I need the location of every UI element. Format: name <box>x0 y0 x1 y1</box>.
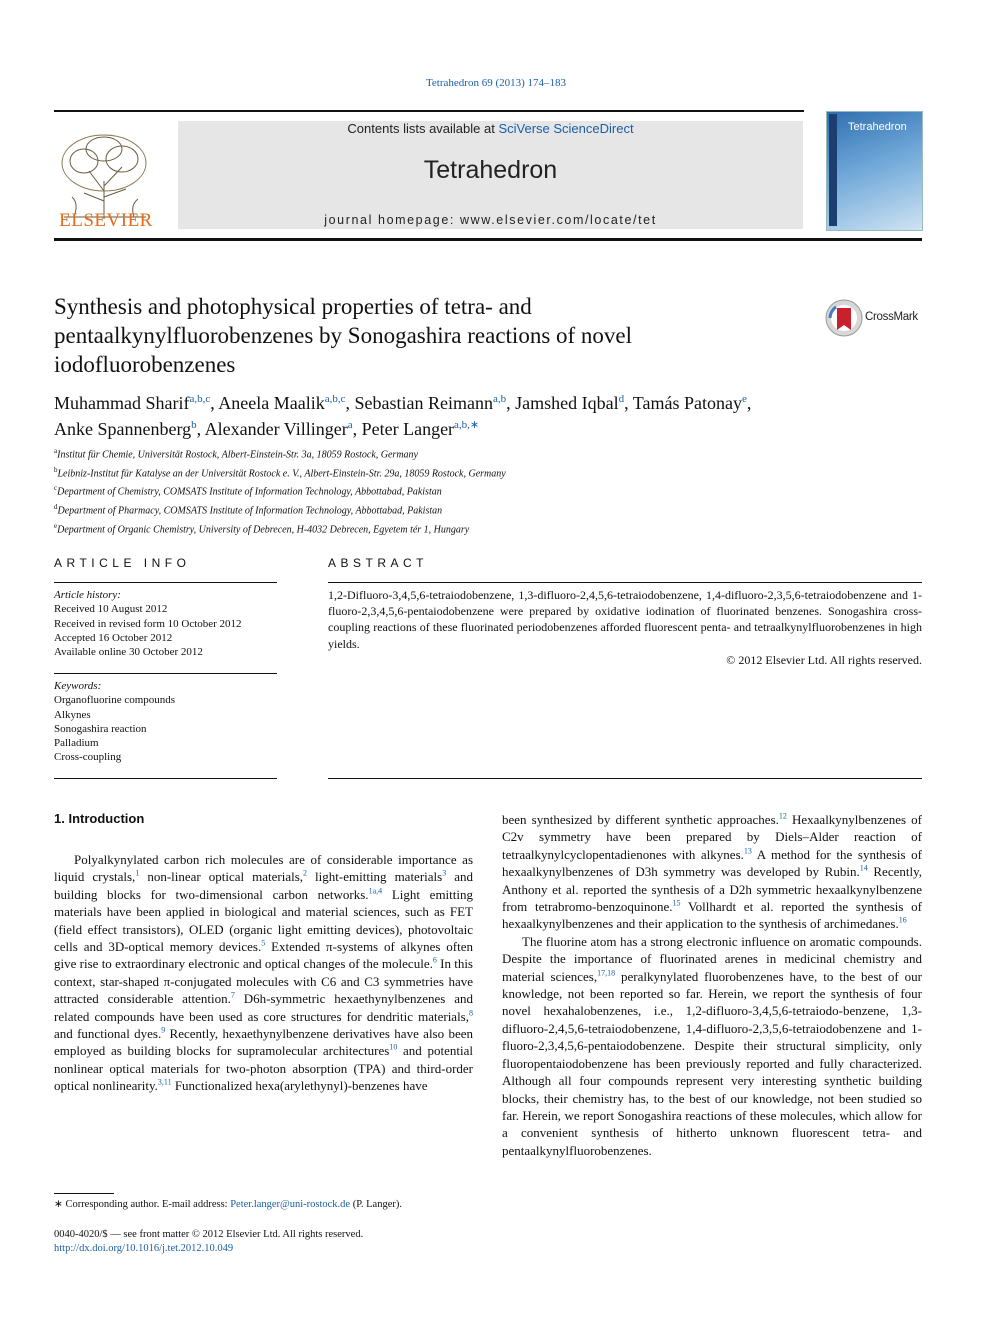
crossmark-label[interactable]: CrossMark <box>865 311 918 323</box>
author-affiliation-marker[interactable]: b <box>191 419 197 431</box>
author-affiliation-marker[interactable]: d <box>618 393 625 405</box>
email-link[interactable]: Peter.langer@uni-rostock.de <box>230 1199 351 1210</box>
body-text: and building blocks for two-dimensional carbon networks. <box>54 869 473 902</box>
issn-line: 0040-4020/$ — see front matter © 2012 Elsevier Ltd. All rights reserved. <box>54 1229 364 1240</box>
author-name[interactable]: Alexander Villinger <box>204 419 348 439</box>
author-name[interactable]: Aneela Maalik <box>218 393 325 413</box>
affiliation-text: Department of Organic Chemistry, University of Debrecen, H-4032 Debrecen, Egyetem tér 1, Hungary <box>57 524 470 536</box>
body-text: The fluorine atom has a strong electronic influence on aromatic compounds. Despite the importance of fluorinated arenes in medicinal chemistry and material sciences, <box>502 933 922 984</box>
author-name[interactable]: Peter Langer <box>361 419 455 439</box>
affiliation-text: Department of Chemistry, COMSATS Institute of Information Technology, Abbottabad, Pakistan <box>57 486 442 498</box>
author-separator: , <box>506 393 516 413</box>
paragraph <box>502 933 922 1159</box>
body-text: light-emitting materials <box>307 869 443 885</box>
reference-link[interactable]: 13 <box>743 846 752 856</box>
body-text: Vollhardt et al. reported the synthesis of hexaalkynylbenzenes and their application to the synthesis of archimedanes. <box>502 899 922 932</box>
author-name[interactable]: Sebastian Reimann <box>354 393 493 413</box>
homepage-prefix: journal homepage: <box>324 213 461 227</box>
author-affiliation-marker[interactable]: a,b <box>492 393 507 405</box>
reference-link[interactable]: 5 <box>261 938 266 948</box>
affiliation-item <box>54 444 934 463</box>
author-name[interactable]: Muhammad Sharif <box>54 393 190 413</box>
contents-prefix: Contents lists available at <box>347 121 499 136</box>
author-separator: , <box>746 393 752 413</box>
keywords-label: Keywords: <box>54 680 102 692</box>
body-text: Recently, hexaethynylbenzene derivatives have also been employed as building blocks for supramolecular architectures <box>54 1026 473 1059</box>
section-heading: 1. Introduction <box>54 811 145 826</box>
reference-link[interactable]: 15 <box>672 898 681 908</box>
body-right-column <box>502 811 922 1159</box>
body-text: In this context, star-shaped π-conjugated molecules with C6 and C3 symmetries have attracted considerable attention. <box>54 956 473 1007</box>
author-name[interactable]: Anke Spannenberg <box>54 419 192 439</box>
body-text: peralkynylated fluorobenzenes have, to the best of our knowledge, not been reported so far. Herein, we report the synthesis of four novel hexahalobenzenes, i.e., 1,2-difluoro-3,4,5,6-tetraiodo-benzene, 1,3-difluoro-2,4,5,6-tetraiodobenzene, 1,4-difluoro-2,3,5,6-tetraiodobenzene and 1-fluoro-2,3,4,5,6-pentaiodobenzene. Despite their structural simplicity, only fluoropentaiodobenzene has been previously reported and fully characterized. Although all four compounds represent very interesting synthetic building blocks, their chemistry has, to the best of our knowledge, not been studied so far. Herein, we report Sonogashira reactions of these molecules, which allow for a convenient synthesis of hitherto unknown fluorescent tetra- and pentaalkynylfluorobenzenes. <box>502 968 922 1158</box>
reference-link[interactable]: 1a,4 <box>368 886 383 896</box>
author-affiliation-marker[interactable]: a,b,∗ <box>454 419 480 431</box>
footnote-suffix: (P. Langer). <box>350 1199 402 1210</box>
homepage-link[interactable]: www.elsevier.com/locate/tet <box>460 213 657 227</box>
affiliation-list <box>54 444 934 538</box>
footnote-text: Corresponding author. E-mail address: <box>62 1199 231 1210</box>
author-separator: , <box>210 393 219 413</box>
reference-link[interactable]: 9 <box>161 1025 166 1035</box>
journal-homepage <box>178 213 803 227</box>
author-separator: , <box>624 393 633 413</box>
abstract-text: 1,2-Difluoro-3,4,5,6-tetraiodobenzene, 1,3-difluoro-2,4,5,6-tetraiodobenzene, 1,4-difluoro-2,3,5,6-tetraiodobenzene and 1-fluoro-2,3,4,5,6-pentaiodobenzene were prepared by oxidative iodination of fluorinated benzenes. Sonogashira cross-coupling reactions of these fluorinated periodobenzenes afforded fluorescent penta- and tetraalkynylfluorobenzenes in high yields. <box>328 588 922 651</box>
paragraph <box>54 851 473 1095</box>
abstract-body <box>328 587 922 668</box>
reference-link[interactable]: 14 <box>859 863 868 873</box>
journal-name: Tetrahedron <box>423 156 558 184</box>
body-text: Recently, Anthony et al. reported the synthesis of a D2h symmetric hexaalkynylbenzene from tetrabromo-benzoquinone. <box>502 864 922 915</box>
reference-link[interactable]: 3,11 <box>157 1077 172 1087</box>
affiliation-key: c <box>54 484 58 493</box>
affiliation-key: a <box>54 447 58 455</box>
body-text: non-linear optical materials, <box>139 869 304 885</box>
body-text: Light emitting materials have been applied in biological and material sciences, such as FET (field effect transistors), OLED (organic light emitting devices), photovoltaic cells and 3D-optical memory devices. <box>54 886 474 955</box>
history-label: Article history: <box>54 589 121 601</box>
reference-link[interactable]: 1 <box>135 869 140 879</box>
body-text: Hexaalkynylbenzenes of C2v symmetry have been prepared by Diels–Alder reaction of tetraalkynylcyclopentadienones with alkynes. <box>502 812 922 862</box>
crossmark-icon[interactable] <box>824 298 864 338</box>
header-top-rule <box>54 110 804 112</box>
divider <box>328 778 922 779</box>
affiliation-text: Leibniz-Institut für Katalyse an der Universität Rostock e. V., Albert-Einstein-Str. 29a, 18059 Rostock, Germany <box>57 468 506 480</box>
abstract-copyright: © 2012 Elsevier Ltd. All rights reserved. <box>726 652 922 667</box>
body-text: and functional dyes. <box>54 1026 162 1042</box>
header-bottom-rule <box>54 238 922 241</box>
paragraph <box>502 811 922 933</box>
keyword-item: Sonogashira reaction <box>54 722 147 735</box>
keywords <box>54 679 279 765</box>
footnote-marker: ∗ <box>54 1199 63 1210</box>
author-separator: , <box>345 393 355 413</box>
author-affiliation-marker[interactable]: a,b,c <box>324 393 346 405</box>
article-history <box>54 588 279 659</box>
body-text: Functionalized hexa(arylethynyl)-benzenes have <box>171 1078 428 1094</box>
affiliation-item <box>54 481 934 500</box>
sciencedirect-link[interactable]: SciVerse ScienceDirect <box>498 121 634 136</box>
keyword-item: Palladium <box>54 737 99 750</box>
reference-link[interactable]: 7 <box>230 990 235 1000</box>
reference-link[interactable]: 10 <box>389 1043 398 1053</box>
affiliation-text: Institut für Chemie, Universität Rostock, Albert-Einstein-Str. 3a, 18059 Rostock, Germany <box>57 449 418 461</box>
article-title: Synthesis and photophysical properties of tetra- and pentaalkynylfluorobenzenes by Sonogashira reactions of novel iodofluorobenzenes <box>54 294 633 377</box>
affiliation-item <box>54 463 934 482</box>
journal-cover-title: Tetrahedron <box>848 121 907 133</box>
body-text: Polyalkynylated carbon rich molecules are of considerable importance as liquid crystals, <box>54 852 473 885</box>
author-separator: , <box>196 419 205 439</box>
author-list <box>54 388 924 440</box>
reference-link[interactable]: 2 <box>303 869 308 879</box>
reference-link[interactable]: 12 <box>778 811 787 821</box>
author-affiliation-marker[interactable]: e <box>742 393 747 405</box>
reference-link[interactable]: 17,18 <box>597 968 616 978</box>
keyword-item: Alkynes <box>54 708 91 721</box>
affiliation-key: b <box>54 465 58 474</box>
affiliation-item <box>54 500 934 519</box>
keyword-item: Cross-coupling <box>54 751 122 764</box>
keyword-item: Organofluorine compounds <box>54 694 176 707</box>
history-item: Accepted 16 October 2012 <box>54 631 173 644</box>
reference-link[interactable]: 8 <box>469 1008 473 1018</box>
reference-link[interactable]: 3 <box>442 869 447 879</box>
history-item: Received 10 August 2012 <box>54 603 168 616</box>
divider <box>54 582 277 583</box>
divider <box>328 582 922 583</box>
author-separator: , <box>352 419 362 439</box>
author-name[interactable]: Jamshed Iqbal <box>515 393 619 413</box>
affiliation-key: d <box>54 503 58 512</box>
footnote-rule <box>54 1193 114 1194</box>
body-text: been synthesized by different synthetic approaches. <box>502 812 779 827</box>
doi-link[interactable]: http://dx.doi.org/10.1016/j.tet.2012.10.049 <box>54 1243 234 1254</box>
article-info-heading: ARTICLE INFO <box>54 556 191 570</box>
reference-link[interactable]: 16 <box>898 916 907 926</box>
history-item: Available online 30 October 2012 <box>54 646 203 659</box>
body-text: and potential nonlinear optical materials for two-photon absorption (TPA) and third-order optical nonlinearity. <box>54 1043 473 1094</box>
corresponding-author-footnote <box>54 1198 474 1210</box>
history-item: Received in revised form 10 October 2012 <box>54 617 242 630</box>
reference-link[interactable]: 6 <box>432 956 437 966</box>
author-name[interactable]: Tamás Patonay <box>632 393 742 413</box>
contents-line <box>178 121 803 136</box>
author-affiliation-marker[interactable]: a,b,c <box>189 393 211 405</box>
affiliation-item <box>54 519 934 538</box>
divider <box>54 778 277 779</box>
body-text: A method for the synthesis of hexaalkynylbenzenes of D3h symmetry was developed by Rubin. <box>502 846 922 880</box>
affiliation-key: e <box>54 521 58 530</box>
publisher-wordmark: ELSEVIER <box>59 210 153 231</box>
journal-citation[interactable]: Tetrahedron 69 (2013) 174–183 <box>425 77 567 89</box>
author-affiliation-marker[interactable]: a <box>347 419 353 431</box>
body-text: D6h-symmetric hexaethynylbenzenes and related compounds have been used as core structures for dendritic materials, <box>54 991 473 1024</box>
body-left-column <box>54 851 473 1095</box>
body-text: Extended π-systems of alkynes often give rise to extraordinary electronic and optical changes of the molecule. <box>54 939 473 972</box>
divider <box>54 673 277 674</box>
affiliation-text: Department of Pharmacy, COMSATS Institute of Information Technology, Abbottabad, Pakistan <box>57 505 443 517</box>
abstract-heading: ABSTRACT <box>328 556 429 570</box>
